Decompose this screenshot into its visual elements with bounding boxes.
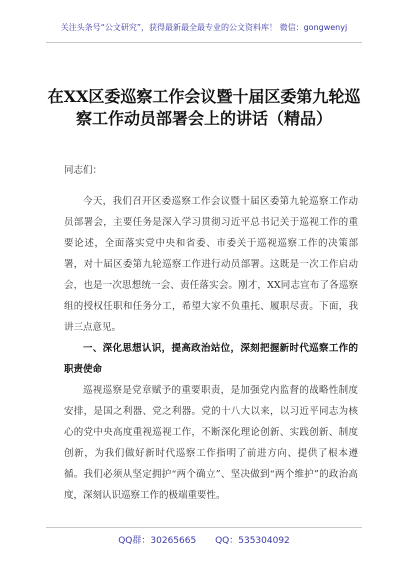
paragraph-section-1: 巡视巡察是党章赋予的重要职责，是加强党内监督的战略性制度安排，是国之利器、党之利器。党的十八大以来，以习近平同志为核心的党中央高度重视巡视工作，不断深化理论创新、实践创新、制度创新，为我们做好新时代巡察工作指明了前进方向、提供了根本遵循。我们必须从坚定拥护“两个确立”、坚决做到“两个维护”的政治高度，深刻认识巡察工作的极端重要性。 [64, 385, 358, 501]
footer-divider [46, 527, 362, 528]
page-footer [0, 533, 408, 546]
page-header-promo: 关注头条号“公文研究”，获得最新最全最专业的公文资料库！ 微信：gongwenyj [60, 23, 348, 32]
paragraph-intro: 今天，我们召开区委巡察工作会议暨十届区委第九轮巡察工作动员部署会，主要任务是深入学习贯彻习近平总书记关于巡视工作的重要论述，全面落实党中央和省委、市委关于巡视巡察工作的决策部署，对十届区委第九轮巡察工作进行动员部署。这既是一次工作启动会，也是一次思想统一会、责任落实会。刚才，XX同志宣布了各巡察组的授权任职和任务分工，希望大家不负重托、履职尽责。下面，我讲三点意见。 [64, 196, 358, 333]
qq-group-text: QQ群：30265665 [118, 536, 197, 546]
qq-number-text: QQ：535304092 [215, 536, 290, 546]
section-heading-1: 一、深化思想认识，提高政治站位，深刻把握新时代巡察工作的职责使命 [64, 343, 358, 375]
document-body [64, 160, 358, 506]
header-divider [46, 42, 362, 43]
document-title: 在XX区委巡察工作会议暨十届区委第九轮巡察工作动员部署会上的讲话（精品） [47, 87, 361, 128]
salutation: 同志们： [64, 165, 103, 176]
